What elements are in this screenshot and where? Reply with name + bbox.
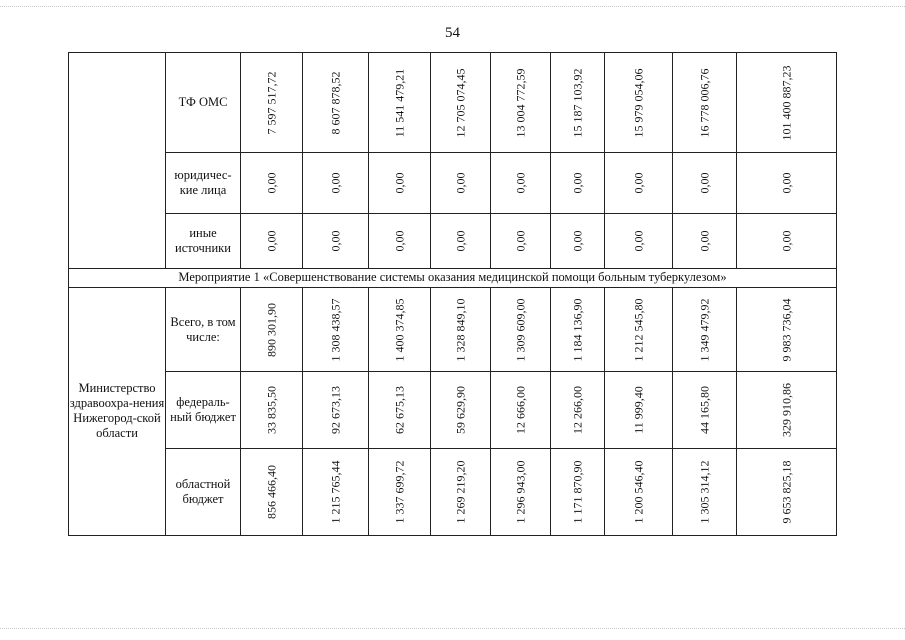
amount-value: 0,00 (328, 172, 342, 194)
amount-value: 8 607 878,52 (328, 71, 342, 135)
value-cell (303, 448, 369, 535)
table-row (69, 213, 837, 268)
amount-value: 0,00 (779, 172, 793, 194)
value-cell (241, 448, 303, 535)
amount-value: 1 309 609,00 (513, 298, 527, 362)
value-cell (241, 53, 303, 153)
value-cell (431, 448, 491, 535)
value-cell (369, 372, 431, 448)
table-row (69, 448, 837, 535)
amount-value: 0,00 (570, 230, 584, 252)
amount-value: 15 187 103,92 (570, 68, 584, 138)
value-cell (431, 213, 491, 268)
amount-value: 33 835,50 (264, 385, 278, 434)
funding-source-label: ТФ ОМС (166, 53, 241, 153)
amount-value: 0,00 (513, 172, 527, 194)
table-section-event-funding (69, 287, 837, 535)
table-row (69, 53, 837, 153)
amount-value: 9 653 825,18 (779, 460, 793, 524)
amount-value: 0,00 (779, 230, 793, 252)
value-cell (737, 372, 837, 448)
amount-value: 1 400 374,85 (392, 298, 406, 362)
funding-source-label: юридичес-кие лица (166, 153, 241, 213)
value-cell (605, 153, 673, 213)
amount-value: 1 212 545,80 (631, 298, 645, 362)
value-cell (673, 287, 737, 371)
value-cell (491, 372, 551, 448)
amount-value: 0,00 (513, 230, 527, 252)
amount-value: 7 597 517,72 (264, 71, 278, 135)
value-cell (551, 372, 605, 448)
amount-value: 1 308 438,57 (328, 298, 342, 362)
amount-value: 1 349 479,92 (697, 298, 711, 362)
amount-value: 12 266,00 (570, 385, 584, 434)
amount-value: 0,00 (453, 230, 467, 252)
value-cell (551, 53, 605, 153)
funding-source-label: федераль-ный бюджет (166, 372, 241, 448)
scan-artifact-line (0, 628, 905, 629)
amount-value: 12 705 074,45 (453, 68, 467, 138)
value-cell (303, 372, 369, 448)
amount-value: 1 296 943,00 (513, 460, 527, 524)
amount-value: 0,00 (392, 230, 406, 252)
value-cell (737, 153, 837, 213)
value-cell (431, 53, 491, 153)
value-cell (241, 213, 303, 268)
table-section-tf-oms (69, 53, 837, 269)
value-cell (673, 153, 737, 213)
value-cell (431, 153, 491, 213)
amount-value: 0,00 (328, 230, 342, 252)
value-cell (605, 213, 673, 268)
value-cell (673, 53, 737, 153)
value-cell (551, 448, 605, 535)
value-cell (491, 153, 551, 213)
value-cell (369, 53, 431, 153)
value-cell (673, 448, 737, 535)
amount-value: 1 337 699,72 (392, 460, 406, 524)
value-cell (369, 448, 431, 535)
amount-value: 1 184 136,90 (570, 298, 584, 362)
amount-value: 1 215 765,44 (328, 460, 342, 524)
amount-value: 0,00 (697, 172, 711, 194)
organization-cell: Министерство здравоохра-нения Нижегород-ской области (69, 287, 166, 535)
table-row (69, 372, 837, 448)
value-cell (491, 53, 551, 153)
value-cell (491, 448, 551, 535)
event-title: Мероприятие 1 «Совершенствование системы оказания медицинской помощи больным туберкулезом» (69, 268, 837, 287)
amount-value: 0,00 (631, 230, 645, 252)
table-row (69, 153, 837, 213)
amount-value: 11 999,40 (631, 386, 645, 434)
amount-value: 1 171 870,90 (570, 460, 584, 524)
value-cell (605, 53, 673, 153)
amount-value: 101 400 887,23 (779, 65, 793, 141)
value-cell (673, 372, 737, 448)
amount-value: 0,00 (392, 172, 406, 194)
amount-value: 9 983 736,04 (779, 298, 793, 362)
amount-value: 1 269 219,20 (453, 460, 467, 524)
value-cell (605, 372, 673, 448)
amount-value: 15 979 054,06 (631, 68, 645, 138)
amount-value: 0,00 (570, 172, 584, 194)
amount-value: 16 778 006,76 (697, 68, 711, 138)
table-row (69, 268, 837, 287)
value-cell (737, 213, 837, 268)
value-cell (241, 372, 303, 448)
value-cell (551, 287, 605, 371)
amount-value: 13 004 772,59 (513, 68, 527, 138)
funding-source-label: иные источники (166, 213, 241, 268)
amount-value: 0,00 (453, 172, 467, 194)
value-cell (241, 287, 303, 371)
amount-value: 59 629,90 (453, 385, 467, 434)
value-cell (605, 287, 673, 371)
funding-source-label: Всего, в том числе: (166, 287, 241, 371)
amount-value: 12 666,00 (513, 385, 527, 434)
value-cell (431, 372, 491, 448)
table-row (69, 287, 837, 371)
value-cell (737, 53, 837, 153)
amount-value: 44 165,80 (697, 385, 711, 434)
value-cell (303, 213, 369, 268)
amount-value: 62 675,13 (392, 385, 406, 434)
table-section-event (69, 268, 837, 287)
value-cell (241, 153, 303, 213)
amount-value: 0,00 (631, 172, 645, 194)
value-cell (605, 448, 673, 535)
amount-value: 0,00 (697, 230, 711, 252)
org-cell-empty (69, 53, 166, 269)
amount-value: 0,00 (264, 230, 278, 252)
amount-value: 0,00 (264, 172, 278, 194)
value-cell (303, 153, 369, 213)
amount-value: 856 466,40 (264, 464, 278, 519)
amount-value: 11 541 479,21 (392, 68, 406, 137)
value-cell (491, 213, 551, 268)
funding-source-label: областной бюджет (166, 448, 241, 535)
value-cell (369, 153, 431, 213)
value-cell (491, 287, 551, 371)
value-cell (551, 213, 605, 268)
scan-artifact-line (0, 6, 905, 7)
value-cell (737, 287, 837, 371)
amount-value: 890 301,90 (264, 302, 278, 357)
value-cell (551, 153, 605, 213)
amount-value: 92 673,13 (328, 385, 342, 434)
value-cell (369, 287, 431, 371)
funding-table (68, 52, 837, 536)
amount-value: 329 910,86 (779, 382, 793, 437)
value-cell (737, 448, 837, 535)
value-cell (303, 53, 369, 153)
amount-value: 1 305 314,12 (697, 460, 711, 524)
value-cell (431, 287, 491, 371)
value-cell (369, 213, 431, 268)
page-number: 54 (445, 25, 460, 41)
value-cell (673, 213, 737, 268)
amount-value: 1 200 546,40 (631, 460, 645, 524)
amount-value: 1 328 849,10 (453, 298, 467, 362)
value-cell (303, 287, 369, 371)
